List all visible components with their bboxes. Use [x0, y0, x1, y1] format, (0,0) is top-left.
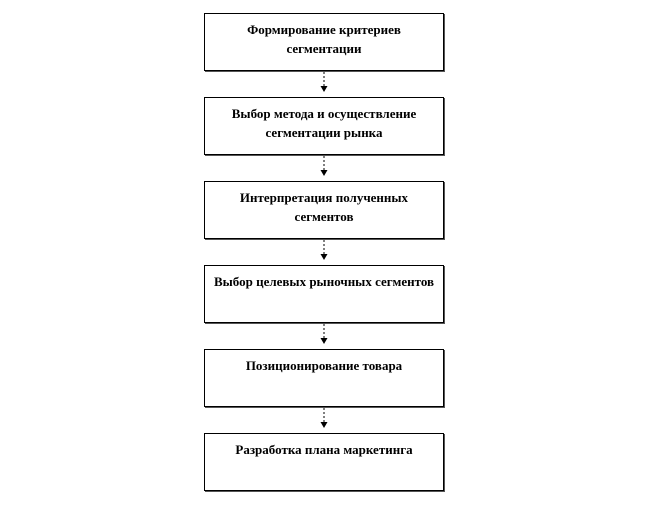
flow-arrow-5: [318, 408, 330, 428]
step-box-6: [204, 433, 444, 491]
step-label-4: Выбор целевых рыночных сегментов: [213, 274, 435, 289]
flow-arrow-3: [318, 240, 330, 260]
step-box-3: [204, 181, 444, 239]
step-label-2: Выбор метода и осуществление сегментации рынка: [231, 106, 417, 140]
step-box-5: [204, 349, 444, 407]
step-box-1: [204, 13, 444, 71]
step-box-2: [204, 97, 444, 155]
step-label-5: Позиционирование товара: [245, 358, 403, 373]
step-box-4: [204, 265, 444, 323]
step-label-3: Интерпретация полученных сегментов: [239, 190, 409, 224]
flow-arrow-2: [318, 156, 330, 176]
flow-arrow-1: [318, 72, 330, 92]
step-label-1: Формирование критериев сегментации: [247, 22, 401, 56]
flow-arrow-4: [318, 324, 330, 344]
step-label-6: Разработка плана маркетинга: [235, 442, 413, 457]
